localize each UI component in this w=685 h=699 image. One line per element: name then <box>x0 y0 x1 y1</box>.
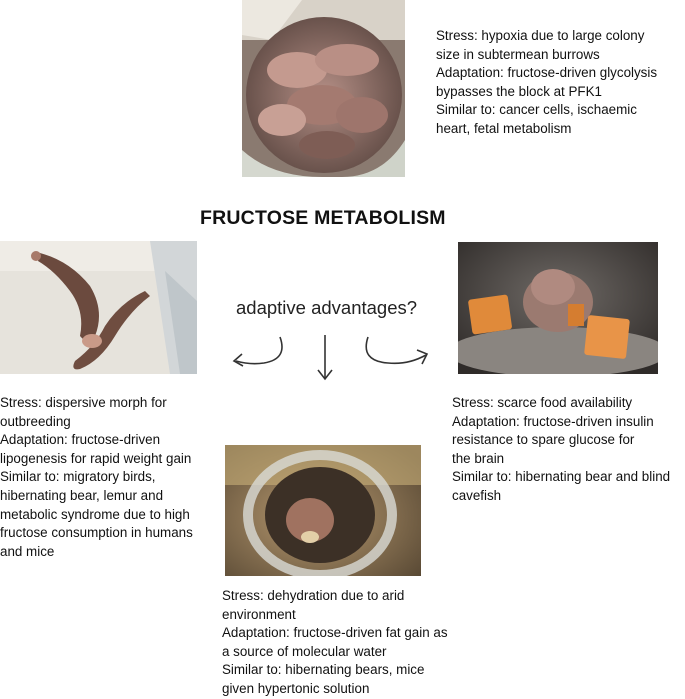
caption-line: environment <box>222 606 296 622</box>
caption-line: Similar to: hibernating bear and blind <box>452 469 671 485</box>
caption-line: heart, fetal metabolism <box>436 120 572 136</box>
caption-line: Similar to: migratory birds, <box>0 469 156 485</box>
caption-line: Stress: dispersive morph for <box>0 395 167 410</box>
caption-right <box>452 394 670 506</box>
caption-line: size in subtermean burrows <box>436 46 600 62</box>
caption-line: Similar to: cancer cells, ischaemic <box>436 102 637 118</box>
photo-dispersive-mole-rats <box>0 241 197 374</box>
caption-line: Stress: scarce food availability <box>452 395 633 410</box>
caption-line: Similar to: hibernating bears, mice <box>222 662 425 678</box>
center-question: adaptive advantages? <box>236 297 418 318</box>
caption-bottom <box>222 587 448 699</box>
caption-line: fructose consumption in humans <box>0 525 193 541</box>
caption-line: Adaptation: fructose-driven glycolysis <box>436 65 658 81</box>
caption-line: metabolic syndrome due to high <box>0 506 190 522</box>
caption-line: lipogenesis for rapid weight gain <box>0 450 192 466</box>
caption-line: resistance to spare glucose for <box>452 432 635 448</box>
caption-line: Stress: dehydration due to arid <box>222 588 405 603</box>
diagram-title: FRUCTOSE METABOLISM <box>200 207 446 229</box>
caption-top <box>436 27 657 139</box>
down-arrow-icon <box>315 333 335 383</box>
caption-left <box>0 394 193 561</box>
caption-line: Adaptation: fructose-driven fat gain as <box>222 625 448 641</box>
photo-mole-rat-feeding <box>458 242 658 374</box>
caption-line: Stress: hypoxia due to large colony <box>436 28 645 43</box>
caption-line: outbreeding <box>0 413 71 429</box>
curved-right-arrow-icon <box>360 333 436 375</box>
caption-line: Adaptation: fructose-driven insulin <box>452 413 654 429</box>
photo-mole-rat-colony <box>242 0 405 177</box>
caption-line: a source of molecular water <box>222 643 387 659</box>
caption-line: and mice <box>0 543 55 559</box>
caption-line: given hypertonic solution <box>222 680 370 696</box>
caption-line: hibernating bear, lemur and <box>0 487 164 503</box>
caption-line: Adaptation: fructose-driven <box>0 432 161 448</box>
photo-mole-rat-in-tube <box>225 445 421 576</box>
caption-line: the brain <box>452 450 505 466</box>
caption-line: bypasses the block at PFK1 <box>436 83 602 99</box>
curved-left-arrow-icon <box>228 333 290 375</box>
caption-line: cavefish <box>452 487 502 503</box>
